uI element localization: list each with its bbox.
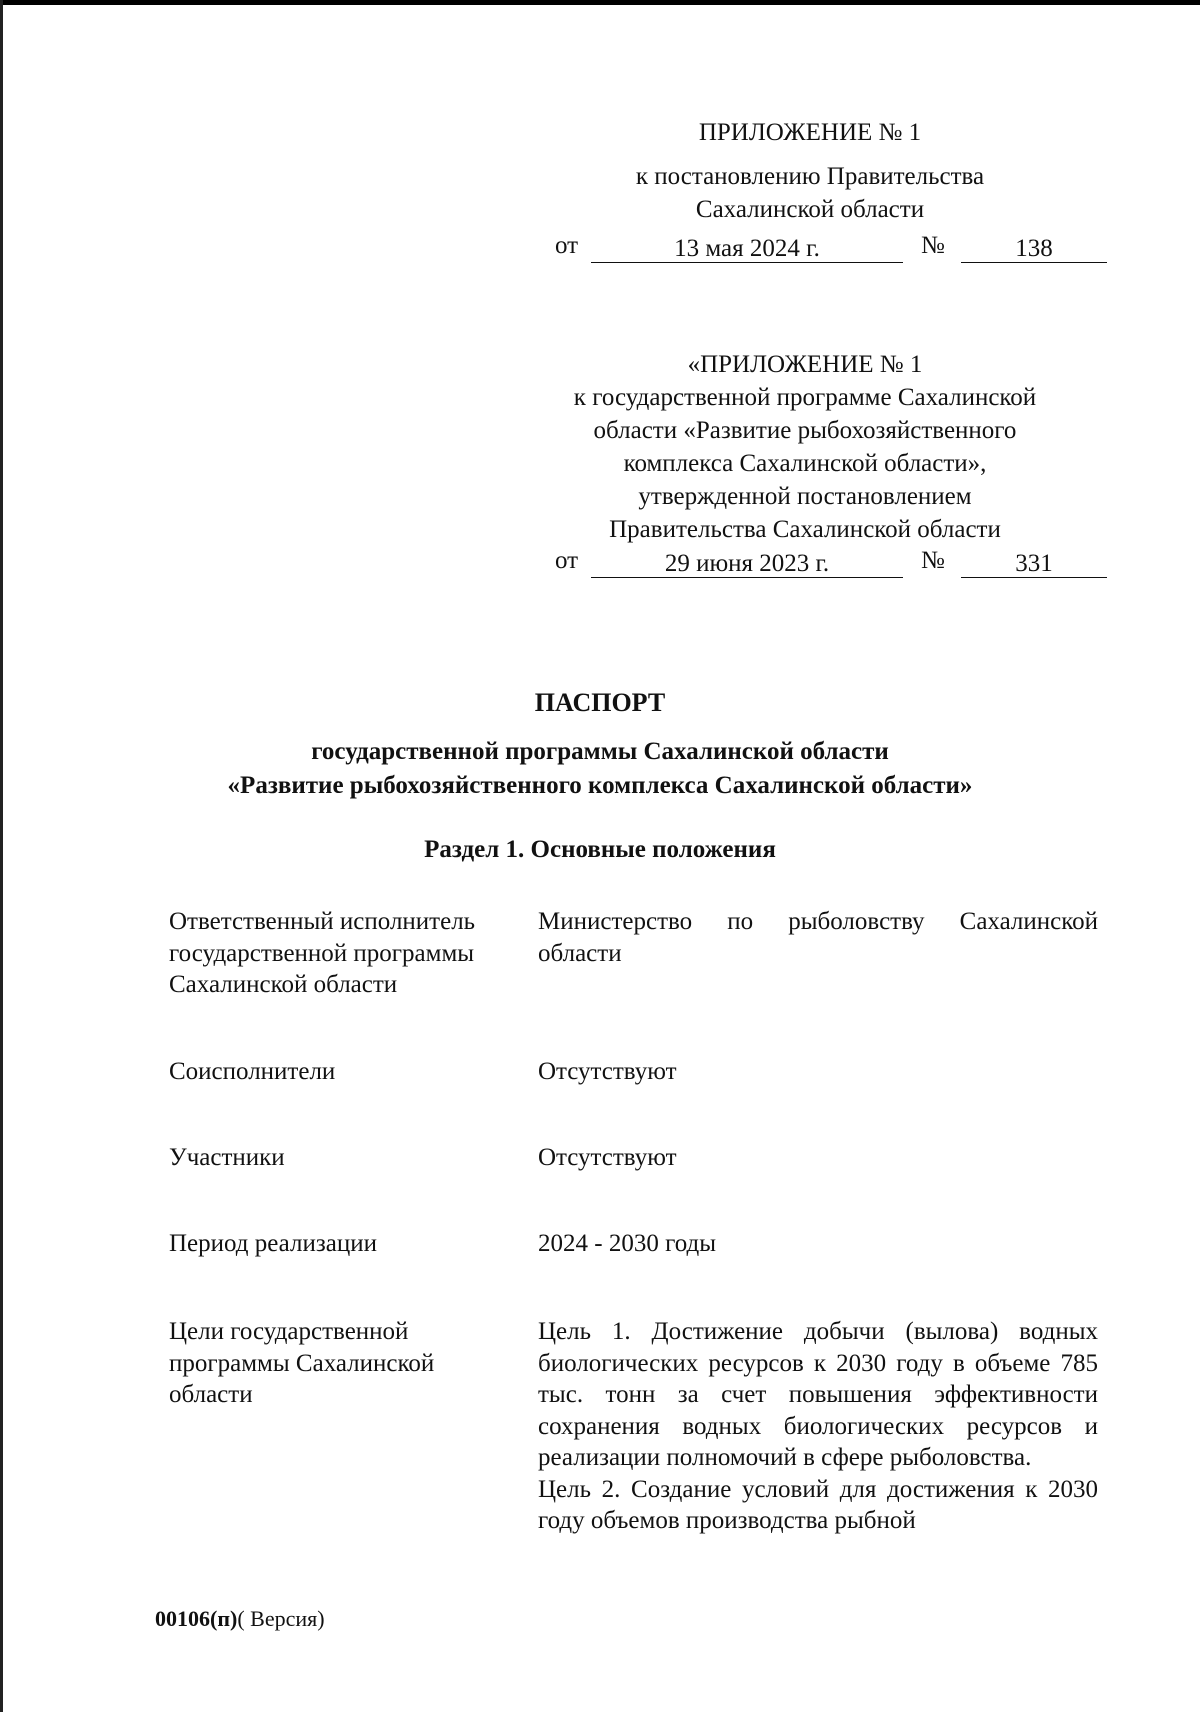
row-value: 2024 - 2030 годы: [538, 1230, 717, 1257]
passport-subtitle-line: «Развитие рыбохозяйственного комплекса Сахалинской области»: [227, 772, 973, 799]
from-label: от: [555, 232, 579, 259]
row-label: Соисполнители: [169, 1058, 336, 1085]
program-decree-number: 331: [961, 547, 1107, 578]
document-version: ( Версия): [237, 1606, 325, 1631]
program-appendix-line: «ПРИЛОЖЕНИЕ № 1: [687, 351, 923, 378]
row-value: Министерство по рыболовству Сахалинской области: [538, 908, 1098, 967]
document-code: 00106(п): [155, 1606, 238, 1631]
program-appendix-line: области «Развитие рыбохозяйственного: [593, 417, 1017, 444]
appendix-header: [600, 116, 1020, 226]
row-label: Ответственный исполнитель государственной программы Сахалинской области: [169, 908, 476, 998]
number-label: №: [921, 547, 945, 574]
program-appendix-line: к государственной программе Сахалинской: [573, 384, 1037, 411]
appendix-ref-line: Сахалинской области: [695, 196, 925, 223]
scan-top-edge: [0, 0, 1200, 5]
program-date-number-line: [555, 547, 1105, 580]
program-appendix-line: утвержденной постановлением: [638, 483, 972, 510]
program-appendix-line: Правительства Сахалинской области: [609, 516, 1001, 543]
row-label: Участники: [169, 1144, 285, 1171]
passport-subtitle: [0, 735, 1200, 803]
program-appendix-header: [530, 348, 1080, 546]
appendix-date-number-line: [555, 232, 1105, 265]
row-label: Цели государственной программы Сахалинской области: [169, 1318, 435, 1408]
passport-title: ПАСПОРТ: [534, 688, 666, 717]
document-footer: [155, 1606, 325, 1632]
passport-subtitle-line: государственной программы Сахалинской области: [311, 738, 889, 765]
from-label: от: [555, 547, 579, 574]
section-title: Раздел 1. Основные положения: [424, 836, 776, 863]
row-value: [538, 1316, 1098, 1537]
decree-number: 138: [961, 232, 1107, 263]
appendix-title: ПРИЛОЖЕНИЕ № 1: [698, 119, 922, 146]
appendix-ref-line: к постановлению Правительства: [635, 163, 985, 190]
program-appendix-line: комплекса Сахалинской области»,: [623, 450, 987, 477]
goal-text: Цель 2. Создание условий для достижения к 2030 году объемов производства рыбной: [538, 1475, 1098, 1534]
number-label: №: [921, 232, 945, 259]
decree-date: 13 мая 2024 г.: [591, 232, 903, 263]
row-value: Отсутствуют: [538, 1144, 677, 1171]
goal-text: Цель 1. Достижение добычи (вылова) водных биологических ресурсов к 2030 году в объеме 785 тыс. тонн за счет повышения эффективности сохранения водных биологических ресурсов и реализации полномочий в сфере рыболовства.: [538, 1318, 1098, 1471]
row-label: Период реализации: [169, 1230, 377, 1257]
program-decree-date: 29 июня 2023 г.: [591, 547, 903, 578]
row-value: Отсутствуют: [538, 1058, 677, 1085]
